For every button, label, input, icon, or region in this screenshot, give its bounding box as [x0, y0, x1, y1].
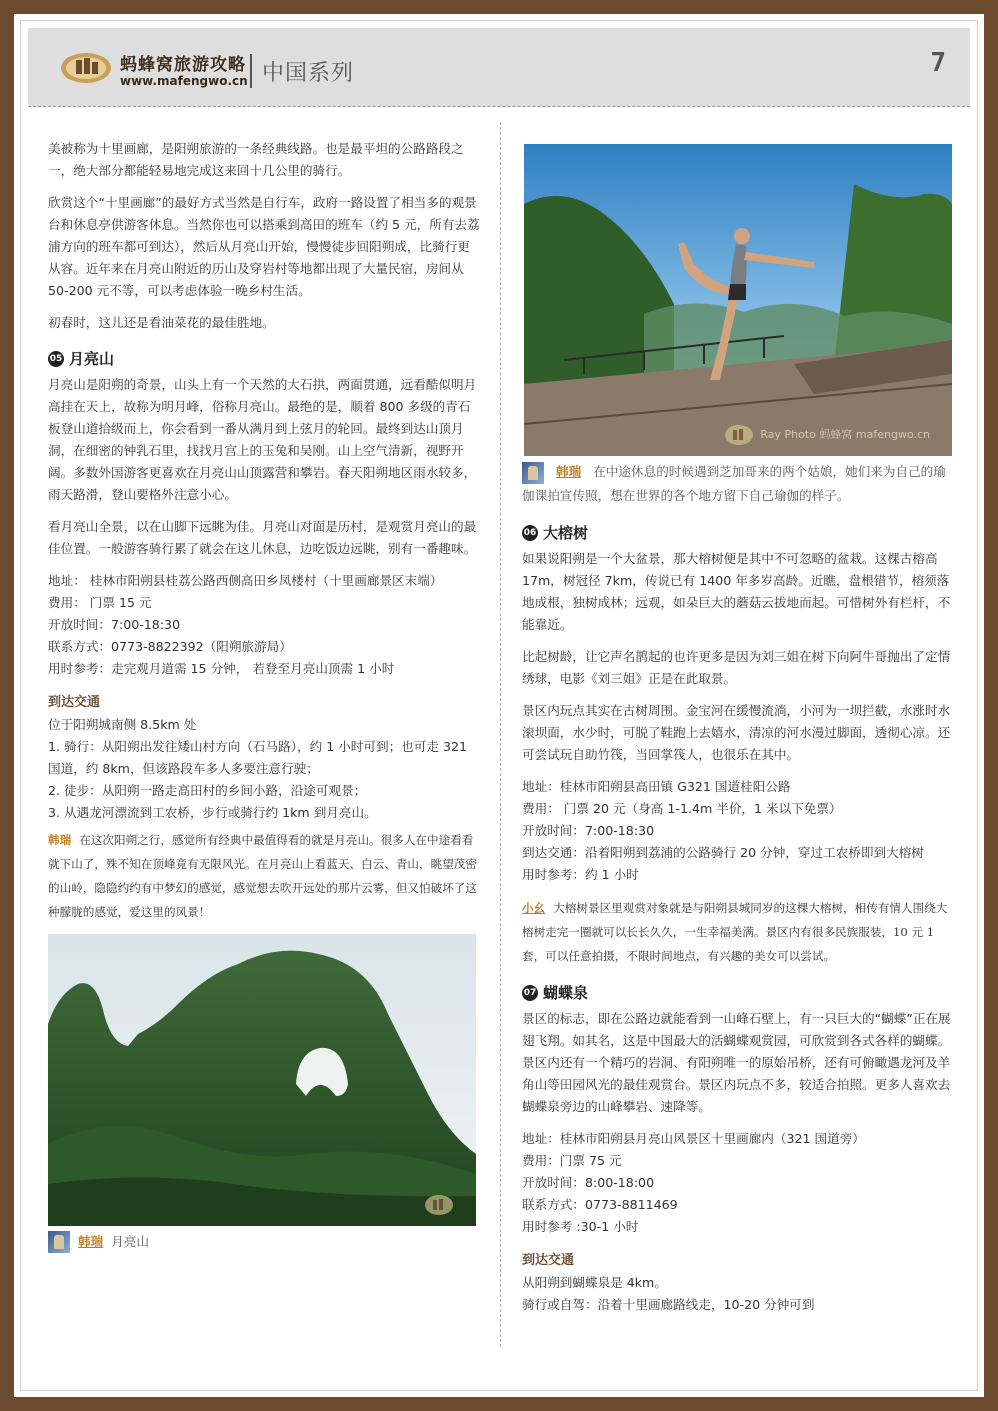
section-title-text: 月亮山: [69, 350, 115, 368]
section-paragraph: 景区内玩点其实在古树周围。金宝河在缓慢流淌，小河为一坝拦截，水涨时水滚坝面，水少时，可脱了鞋跑上去嬉水，清凉的河水漫过脚面，透彻心凉。还可尝试玩自助竹筏，当回掌筏人，也很乐在其中。: [522, 703, 951, 762]
info-duration: 用时参考 :30-1 小时: [522, 1219, 639, 1234]
info-fee: 费用：门票 75 元: [522, 1153, 622, 1168]
info-contact: 联系方式：0773-8822392（阳朔旅游局）: [48, 639, 292, 654]
info-duration: 用时参考：走完观月道需 15 分钟， 若登至月亮山顶需 1 小时: [48, 661, 395, 676]
info-address: 地址： 桂林市阳朔县桂荔公路西侧高田乡凤楼村（十里画廊景区末端）: [48, 573, 443, 588]
quote-text: 大榕树景区里观赏对象就是与阳朔县城同岁的这棵大榕树，相传有情人围绕大榕树走完一圈就可以长长久久，一生幸福美满。景区内有很多民族服装，10 元 1 套，可以任意拍摄，不限时间地点，有兴趣的美女可以尝试。: [522, 901, 948, 963]
photo-watermark: [724, 424, 930, 446]
header-separator: [250, 54, 252, 88]
quote-author[interactable]: 小幺: [522, 901, 546, 915]
watermark-logo-icon: [424, 1194, 454, 1216]
caption-text: 月亮山: [111, 1234, 149, 1249]
info-fee: 费用： 门票 15 元: [48, 595, 152, 610]
yoga-photo: [524, 144, 952, 456]
section-title-moon-hill: [48, 348, 480, 370]
section-title-butterfly-spring: [522, 982, 956, 1004]
info-fee: 费用： 门票 20 元（身高 1-1.4m 半价，1 米以下免票）: [522, 801, 842, 816]
section-title-text: 大榕树: [543, 524, 589, 542]
info-contact: 联系方式：0773-8811469: [522, 1197, 678, 1212]
photo-watermark: [424, 1194, 454, 1216]
moon-hill-illustration: [48, 934, 476, 1226]
transport-block: [522, 1272, 956, 1316]
right-column: [522, 138, 956, 1316]
info-block: [48, 570, 480, 680]
brand-url[interactable]: www.mafengwo.cn: [120, 74, 248, 88]
author-avatar[interactable]: [48, 1231, 70, 1253]
photo-caption: [48, 1230, 480, 1254]
yoga-illustration: [524, 144, 952, 456]
intro-paragraph: 欣赏这个“十里画廊”的最好方式当然是自行车，政府一路设置了相当多的观景台和休息亭供游客休息。当然你也可以搭乘到高田的班车（约 5 元，所有去荔浦方向的班车都可到达），然后从月亮山开始，慢慢徒步回阳朔成，比骑行更从容。近年来在月亮山附近的历山及穿岩村等地都出现了大量民宿，房间从 50-200 元不等，可以考虑体验一晚乡村生活。: [48, 195, 480, 298]
traveler-quote: [48, 828, 480, 924]
quote-text: 在这次阳朔之行，感觉所有经典中最值得看的就是月亮山。很多人在中途看看就下山了，殊不知在顶峰竟有无限风光。在月亮山上看蓝天、白云、青山，眺望茂密的山岭，隐隐约约有中梦幻的感觉，感觉想去吹开远处的那片云雾，但又怕破坏了这种朦胧的感觉，爱这里的风景！: [48, 833, 477, 919]
info-address: 地址：桂林市阳朔县高田镇 G321 国道桂阳公路: [522, 779, 791, 794]
section-title-text: 蝴蝶泉: [543, 984, 589, 1002]
page: [14, 14, 984, 1397]
caption-author[interactable]: 韩瑞: [78, 1234, 104, 1249]
brand-name: 蚂蜂窝旅游攻略: [120, 55, 246, 75]
info-block: [522, 1128, 956, 1238]
transport-heading: 到达交通: [522, 1253, 575, 1268]
info-duration: 用时参考：约 1 小时: [522, 867, 639, 882]
moon-hill-photo: [48, 934, 476, 1226]
page-number: 7: [930, 48, 946, 78]
column-divider: [500, 122, 501, 1347]
photo-caption: [522, 460, 956, 508]
intro-paragraph: 美被称为十里画廊，是阳朔旅游的一条经典线路。也是最平坦的公路路段之一，绝大部分都能轻易地完成这来回十几公里的骑行。: [48, 141, 464, 178]
info-transport: 到达交通：沿着阳朔到荔浦的公路骑行 20 分钟，穿过工农桥即到大榕树: [522, 845, 924, 860]
transport-line: 3. 从遇龙河漂流到工农桥，步行或骑行约 1km 到月亮山。: [48, 805, 377, 820]
watermark-logo-icon: [724, 424, 754, 446]
caption-text: 在中途休息的时候遇到芝加哥来的两个姑娘，她们来为自己的瑜伽课拍宣传照，想在世界的各个地方留下自己瑜伽的样子。: [522, 464, 946, 503]
transport-line: 从阳朔到蝴蝶泉是 4km。: [522, 1275, 667, 1290]
caption-author[interactable]: 韩瑞: [556, 464, 582, 479]
transport-line: 骑行或自驾：沿着十里画廊路线走，10-20 分钟可到: [522, 1297, 815, 1312]
info-hours: 开放时间：7:00-18:30: [522, 823, 655, 838]
traveler-quote: [522, 896, 956, 968]
section-title-big-banyan: [522, 522, 956, 544]
section-number-badge: 06: [522, 525, 538, 541]
info-address: 地址：桂林市阳朔县月亮山风景区十里画廊内（321 国道旁）: [522, 1131, 865, 1146]
section-paragraph: 景区的标志，即在公路边就能看到一山峰石壁上，有一只巨大的“蝴蝶”正在展翅飞翔。如其名，这是中国最大的活蝴蝶观赏园，可欣赏到各式各样的蝴蝶。景区内还有一个精巧的岩洞、有阳朔唯一的原始吊桥，还有可俯瞰遇龙河及羊角山等田园风光的最佳观赏台。景区内玩点不多，较适合拍照。更多人喜欢去蝴蝶泉旁边的山峰攀岩、速降等。: [522, 1011, 951, 1114]
section-paragraph: 看月亮山全景，以在山脚下远眺为佳。月亮山对面是历村，是观赏月亮山的最佳位置。一般游客骑行累了就会在这儿休息，边吃饭边远眺，别有一番趣味。: [48, 519, 477, 556]
transport-line: 1. 骑行：从阳朔出发往矮山村方向（石马路），约 1 小时可到；也可走 321 国道，约 8km，但该路段车多人多要注意行驶；: [48, 739, 467, 776]
transport-line: 位于阳朔城南侧 8.5km 处: [48, 717, 197, 732]
watermark-text: Ray Photo 蚂蜂窝 mafengwo.cn: [760, 428, 930, 441]
section-paragraph: 月亮山是阳朔的奇景，山头上有一个天然的大石拱，两面贯通，远看酷似明月高挂在天上，故称为明月峰，俗称月亮山。最绝的是，顺着 800 多级的青石板登山道拾级而上，你会看到一番从满月到上弦月的轮回。最终到达山顶月洞，在细密的钟乳石里，找找月宫上的玉兔和吴刚。山上空气清新，视野开阔。多数外国游客更喜欢在月亮山山顶露营和攀岩。春天阳朔地区雨水较多，雨天路滑，登山要格外注意小心。: [48, 377, 477, 502]
section-number-badge: 05: [48, 351, 64, 367]
page-header: [28, 28, 970, 107]
section-paragraph: 比起树龄，让它声名鹊起的也许更多是因为刘三姐在树下向阿牛哥抛出了定情绣球，电影《刘三姐》正是在此取景。: [522, 649, 951, 686]
transport-heading: 到达交通: [48, 695, 101, 710]
author-avatar[interactable]: [522, 462, 544, 484]
mafengwo-logo-icon: [60, 50, 112, 84]
info-block: [522, 776, 956, 886]
quote-author[interactable]: 韩瑞: [48, 833, 72, 847]
transport-block: [48, 714, 480, 824]
info-hours: 开放时间：7:00-18:30: [48, 617, 181, 632]
left-column: [48, 138, 480, 1262]
section-paragraph: 如果说阳朔是一个大盆景，那大榕树便是其中不可忽略的盆栽。这棵古榕高 17m，树冠径 7km，传说已有 1400 年多岁高龄。近瞧，盘根错节，榕须落地成根，独树成林；远观，如朵巨大的蘑菇云拔地而起。可惜树外有栏杆，不能靠近。: [522, 551, 951, 632]
series-title: 中国系列: [262, 61, 355, 86]
intro-paragraph: 初春时，这儿还是看油菜花的最佳胜地。: [48, 315, 275, 330]
info-hours: 开放时间：8:00-18:00: [522, 1175, 655, 1190]
transport-line: 2. 徒步：从阳朔一路走高田村的乡间小路，沿途可观景；: [48, 783, 367, 798]
section-number-badge: 07: [522, 985, 538, 1001]
